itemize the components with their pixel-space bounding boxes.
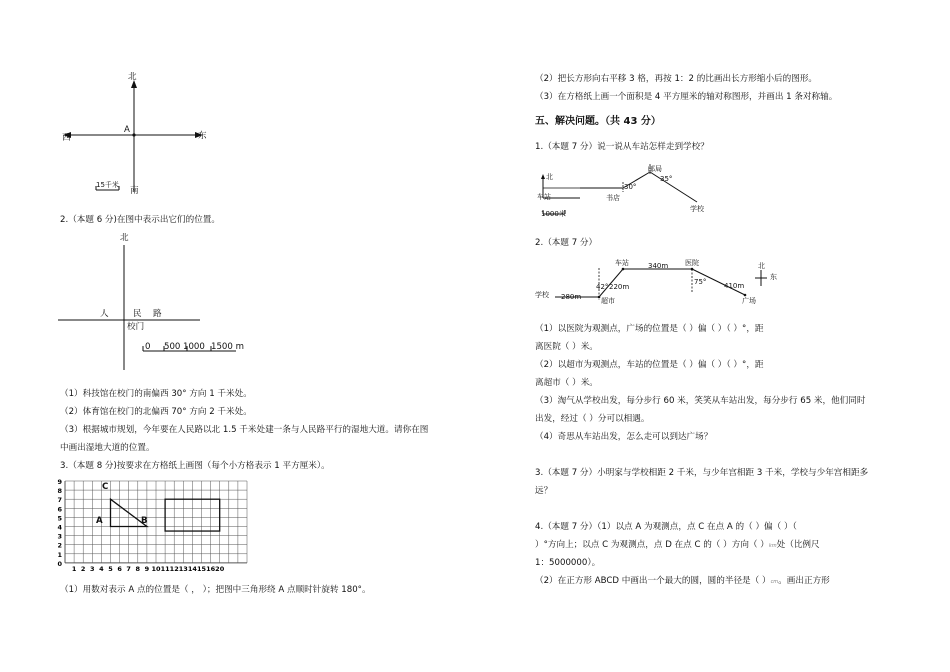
- scale-0: 0: [145, 342, 151, 352]
- road-char-2: 民: [133, 309, 142, 319]
- p2-410m: 410m: [724, 282, 745, 290]
- compass-diagram-1: [55, 72, 215, 202]
- p1-bookstore: 书店: [606, 194, 620, 202]
- q3-item-3: （3）在方格纸上画一个面积是 4 平方厘米的轴对称图形，并画出 1 条对称轴。: [535, 92, 838, 102]
- y-tick: 4: [57, 523, 62, 532]
- p1-title: 1.（本题 7 分）说一说从车站怎样走到学校？: [535, 142, 709, 152]
- label-c: C: [102, 482, 109, 492]
- west-label: 西: [62, 133, 71, 143]
- q3-item-2: （2）把长方形向右平移 3 格，再按 1：2 的比画出长方形缩小后的图形。: [535, 74, 818, 84]
- north-label: 北: [128, 72, 137, 82]
- p2-north: 北: [758, 262, 765, 270]
- p2-340m: 340m: [648, 262, 669, 270]
- x-tick: 11: [160, 564, 170, 573]
- scale-1000: 1000: [183, 342, 205, 352]
- p2-station: 车站: [615, 259, 629, 267]
- p4-line-2: [535, 540, 820, 552]
- x-tick: 15: [196, 564, 207, 573]
- p2-line-3a: （3）淘气从学校出发，每分步行 60 米，笑笑从车站出发，每分步行 65 米，他们同时: [535, 396, 866, 406]
- p2-east: 东: [770, 273, 777, 281]
- q3-item-1: （1）用数对表示 A 点的位置是（ ， ）；把图中三角形绕 A 点顺时针旋转 180°。: [60, 585, 371, 595]
- section-5-title: 五、解决问题。（共 43 分）: [535, 116, 661, 127]
- p1-post-office: 邮局: [648, 165, 662, 173]
- scale-500: 500: [164, 342, 181, 352]
- cm-unit: cm: [770, 579, 779, 585]
- q2-title: 2.（本题 6 分)在图中表示出它们的位置。: [60, 215, 220, 225]
- x-tick: 9: [144, 564, 150, 573]
- p4-line-1: 4.（本题 7 分）（1）以点 A 为观测点，点 C 在点 A 的（ ）偏（ ）（: [535, 522, 797, 532]
- p4-line-3: 1：5000000）。: [535, 558, 601, 568]
- p4-line-2-end: 处（比例尺: [776, 540, 820, 550]
- q2-item-2: （2）体育馆在校门的北偏西 70° 方向 2 千米处。: [60, 407, 252, 417]
- p2-line-1a: （1）以医院为观测点，广场的位置是（ ）偏（ ）（ ）°，距: [535, 324, 764, 334]
- road-char-1: 人: [100, 309, 109, 319]
- x-tick: 7: [126, 564, 131, 573]
- q2-item-3a: （3）根据城市规划，今年要在人民路以北 1.5 千米处建一条与人民路平行的湿地大道。请你在图: [60, 425, 429, 435]
- p2-line-1b: 离医院（ ）米。: [535, 342, 598, 352]
- x-tick: 20: [215, 564, 225, 573]
- q2-item-1: （1）科技馆在校门的南偏西 30° 方向 1 千米处。: [60, 389, 252, 399]
- y-tick: 8: [57, 487, 62, 496]
- x-tick: 13: [178, 564, 188, 573]
- x-tick: 3: [90, 564, 95, 573]
- x-tick: 1: [71, 564, 77, 573]
- x-tick: 8: [135, 564, 141, 573]
- p1-school: 学校: [690, 205, 704, 213]
- y-tick: 9: [57, 478, 62, 486]
- p1-station: 车站: [537, 193, 551, 201]
- p3-line-2: 远？: [535, 486, 553, 496]
- p4-line-4-end: 。画出正方形: [778, 576, 830, 586]
- x-tick: 2: [80, 564, 86, 573]
- q2-map: [55, 240, 255, 375]
- point-a-label: A: [124, 125, 130, 135]
- p1-angle-35: 35°: [660, 175, 673, 183]
- p2-title: 2.（本题 7 分）: [535, 238, 598, 248]
- p4-line-4-text: （2）在正方形 ABCD 中画出一个最大的圆，圆的半径是（ ）: [535, 576, 771, 586]
- p1-angle-30: 30°: [624, 183, 637, 191]
- x-tick: 5: [108, 564, 113, 573]
- grid-paper: [55, 476, 265, 571]
- road-char-3: 路: [153, 309, 162, 319]
- east-label: 东: [198, 131, 207, 141]
- y-tick: 3: [57, 532, 62, 541]
- y-tick: 6: [57, 505, 62, 514]
- p1-scale: 1000米: [541, 210, 566, 218]
- q2-north-label: 北: [120, 233, 129, 243]
- p2-line-4: （4）奇思从车站出发，怎么走可以到达广场？: [535, 432, 713, 442]
- p2-line-2b: 离超市（ ）米。: [535, 378, 598, 388]
- p2-square: 广场: [742, 297, 756, 305]
- x-tick: 12: [169, 564, 179, 573]
- p1-north: 北: [546, 173, 553, 181]
- p2-220m: 220m: [609, 283, 630, 291]
- x-tick: 4: [99, 564, 104, 573]
- y-tick: 5: [57, 514, 62, 523]
- y-tick: 1: [57, 550, 62, 559]
- p2-line-2a: （2）以超市为观测点，车站的位置是（ ）偏（ ）（ ）°，距: [535, 360, 764, 370]
- p2-supermarket: 超市: [601, 297, 615, 305]
- q3-title: 3.（本题 8 分)按要求在方格纸上画图（每个小方格表示 1 平方厘米）。: [60, 461, 330, 471]
- q2-item-3b: 中画出湿地大道的位置。: [60, 443, 155, 453]
- p4-line-2-text: ）°方向上；以点 C 为观测点，点 D 在点 C 的（ ）方向（ ）: [535, 540, 769, 550]
- label-b: B: [141, 516, 148, 526]
- y-tick: 7: [57, 496, 62, 505]
- p2-hospital: 医院: [685, 259, 699, 267]
- y-tick: 0: [57, 559, 62, 568]
- scale-1500: 1500 m: [211, 342, 244, 352]
- scale-label: 15千米: [96, 181, 119, 189]
- label-a: A: [96, 516, 103, 526]
- p2-280m: 280m: [561, 293, 582, 301]
- p4-line-4: [535, 576, 830, 588]
- south-label: 南: [130, 186, 139, 196]
- p2-school: 学校: [535, 291, 549, 299]
- x-tick: 10: [151, 564, 161, 573]
- x-tick: 16: [206, 564, 216, 573]
- km-unit: km: [768, 543, 777, 549]
- p2-angle-42: 42°: [596, 283, 609, 291]
- y-tick: 2: [57, 541, 62, 550]
- gate-label: 校门: [127, 322, 145, 332]
- p2-angle-75: 75°: [694, 278, 707, 286]
- p2-line-3b: 出发，经过（ ）分可以相遇。: [535, 414, 650, 424]
- x-tick: 14: [187, 564, 197, 573]
- x-tick: 6: [117, 564, 122, 573]
- p3-line-1: 3.（本题 7 分）小明家与学校相距 2 千米，与少年宫相距 3 千米，学校与少年宫相距多: [535, 468, 869, 478]
